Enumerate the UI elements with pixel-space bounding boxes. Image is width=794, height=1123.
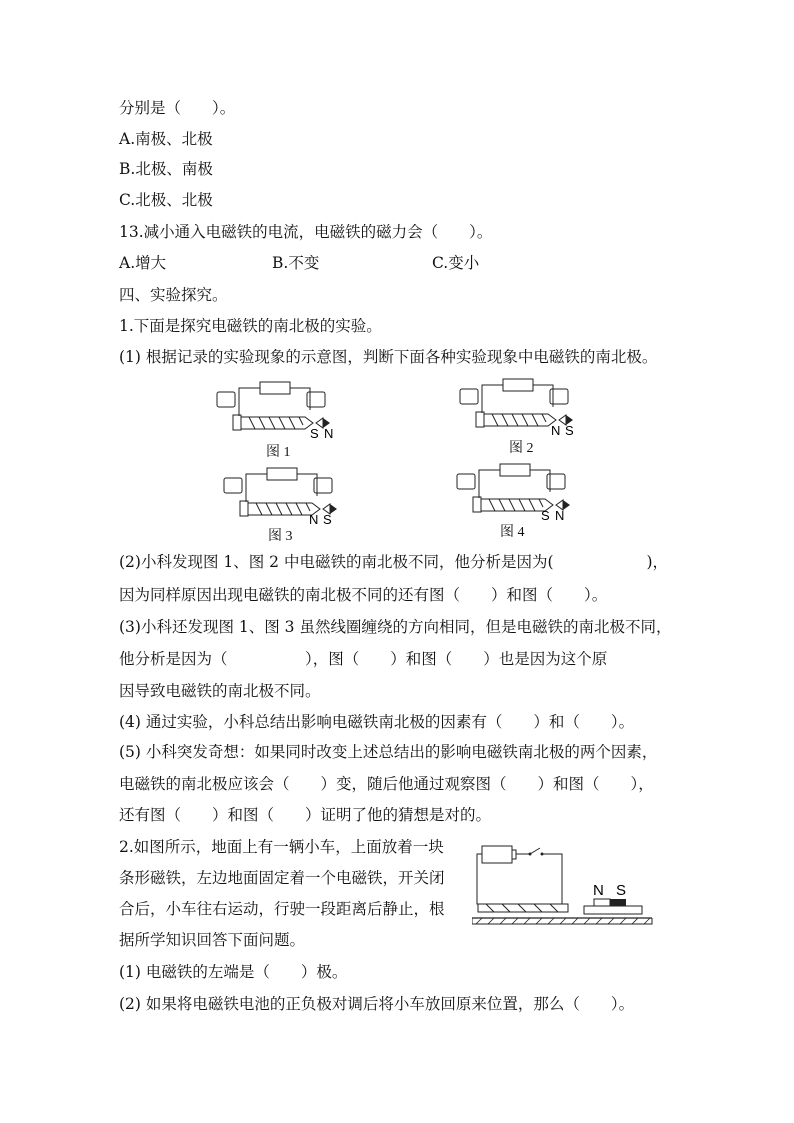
figure-3-left-pole: N [309,512,319,526]
figure-4-left-pole: S [541,508,550,522]
q2-sub-question-1: (1) 电磁铁的左端是（ ）极。 [119,963,348,981]
figure-3-right-pole: S [323,512,332,526]
question-13-options [119,253,479,273]
section-heading: 四、实验探究。 [119,286,228,304]
sub-question-5-end: 还有图（ ）和图（ ）证明了他的猜想是对的。 [119,806,492,824]
figure-4-caption: 图 4 [500,525,525,540]
figure-1-right-pole: N [324,426,334,440]
q13-option-c: C.变小 [432,254,480,272]
sub-question-1: (1) 根据记录的实验现象的示意图，判断下面各种实验现象中电磁铁的南北极。 [119,348,658,366]
sub-question-4: (4) 通过实验，小科总结出影响电磁铁南北极的因素有（ ）和（ ）。 [119,713,635,731]
cart-magnet-left-pole: N [593,882,604,899]
sub-question-2-cont: 因为同样原因出现电磁铁的南北极不同的还有图（ ）和图（ ）。 [119,586,608,604]
sub-question-3: (3)小科还发现图 1、图 3 虽然线圈缠绕的方向相同，但是电磁铁的南北极不同， [119,618,672,636]
figure-2-diagram [458,377,588,437]
figure-1-diagram [215,380,345,440]
q13-option-a: A.增大 [119,254,167,272]
sub-question-3-cont: 他分析是因为（ ），图（ ）和图（ ）也是因为这个原 [119,650,608,668]
figure-2-right-pole: S [565,423,574,437]
figure-1-left-pole: S [310,426,319,440]
sub-question-5: (5) 小科突发奇想：如果同时改变上述总结出的影响电磁铁南北极的两个因素， [119,743,658,761]
question-2-line-2: 条形磁铁，左边地面固定着一个电磁铁，开关闭 [119,869,445,887]
experiment-1-title: 1.下面是探究电磁铁的南北极的实验。 [119,317,382,335]
figure-2-caption: 图 2 [509,441,534,456]
question-2-line-4: 据所学知识回答下面问题。 [119,931,306,949]
cart-electromagnet-diagram [472,838,656,928]
line-answer-stem: 分别是（ ）。 [119,99,236,117]
sub-question-3-end: 因导致电磁铁的南北极不同。 [119,682,321,700]
question-2-line-1: 2.如图所示，地面上有一辆小车，上面放着一块 [119,838,444,856]
option-b: B.北极、南极 [119,160,213,178]
question-13: 13.减小通入电磁铁的电流，电磁铁的磁力会（ ）。 [119,223,493,241]
option-a: A.南极、北极 [119,130,213,148]
figure-3-caption: 图 3 [268,529,293,544]
cart-magnet-right-pole: S [616,882,627,899]
q2-sub-question-2: (2) 如果将电磁铁电池的正负极对调后将小车放回原来位置，那么（ ）。 [119,995,635,1013]
question-2-line-3: 合后，小车往右运动，行驶一段距离后静止，根 [119,900,445,918]
figure-4-right-pole: N [555,508,565,522]
figure-1-caption: 图 1 [266,445,291,460]
option-c: C.北极、北极 [119,191,213,209]
sub-question-2: (2)小科发现图 1、图 2 中电磁铁的南北极不同，他分析是因为( )， [119,553,669,571]
figure-4-diagram [455,462,585,522]
sub-question-5-cont: 电磁铁的南北极应该会（ ）变，随后他通过观察图（ ）和图（ ）， [119,775,654,793]
figure-2-left-pole: N [551,423,561,437]
q13-option-b: B.不变 [272,254,320,272]
figure-3-diagram [222,466,352,526]
